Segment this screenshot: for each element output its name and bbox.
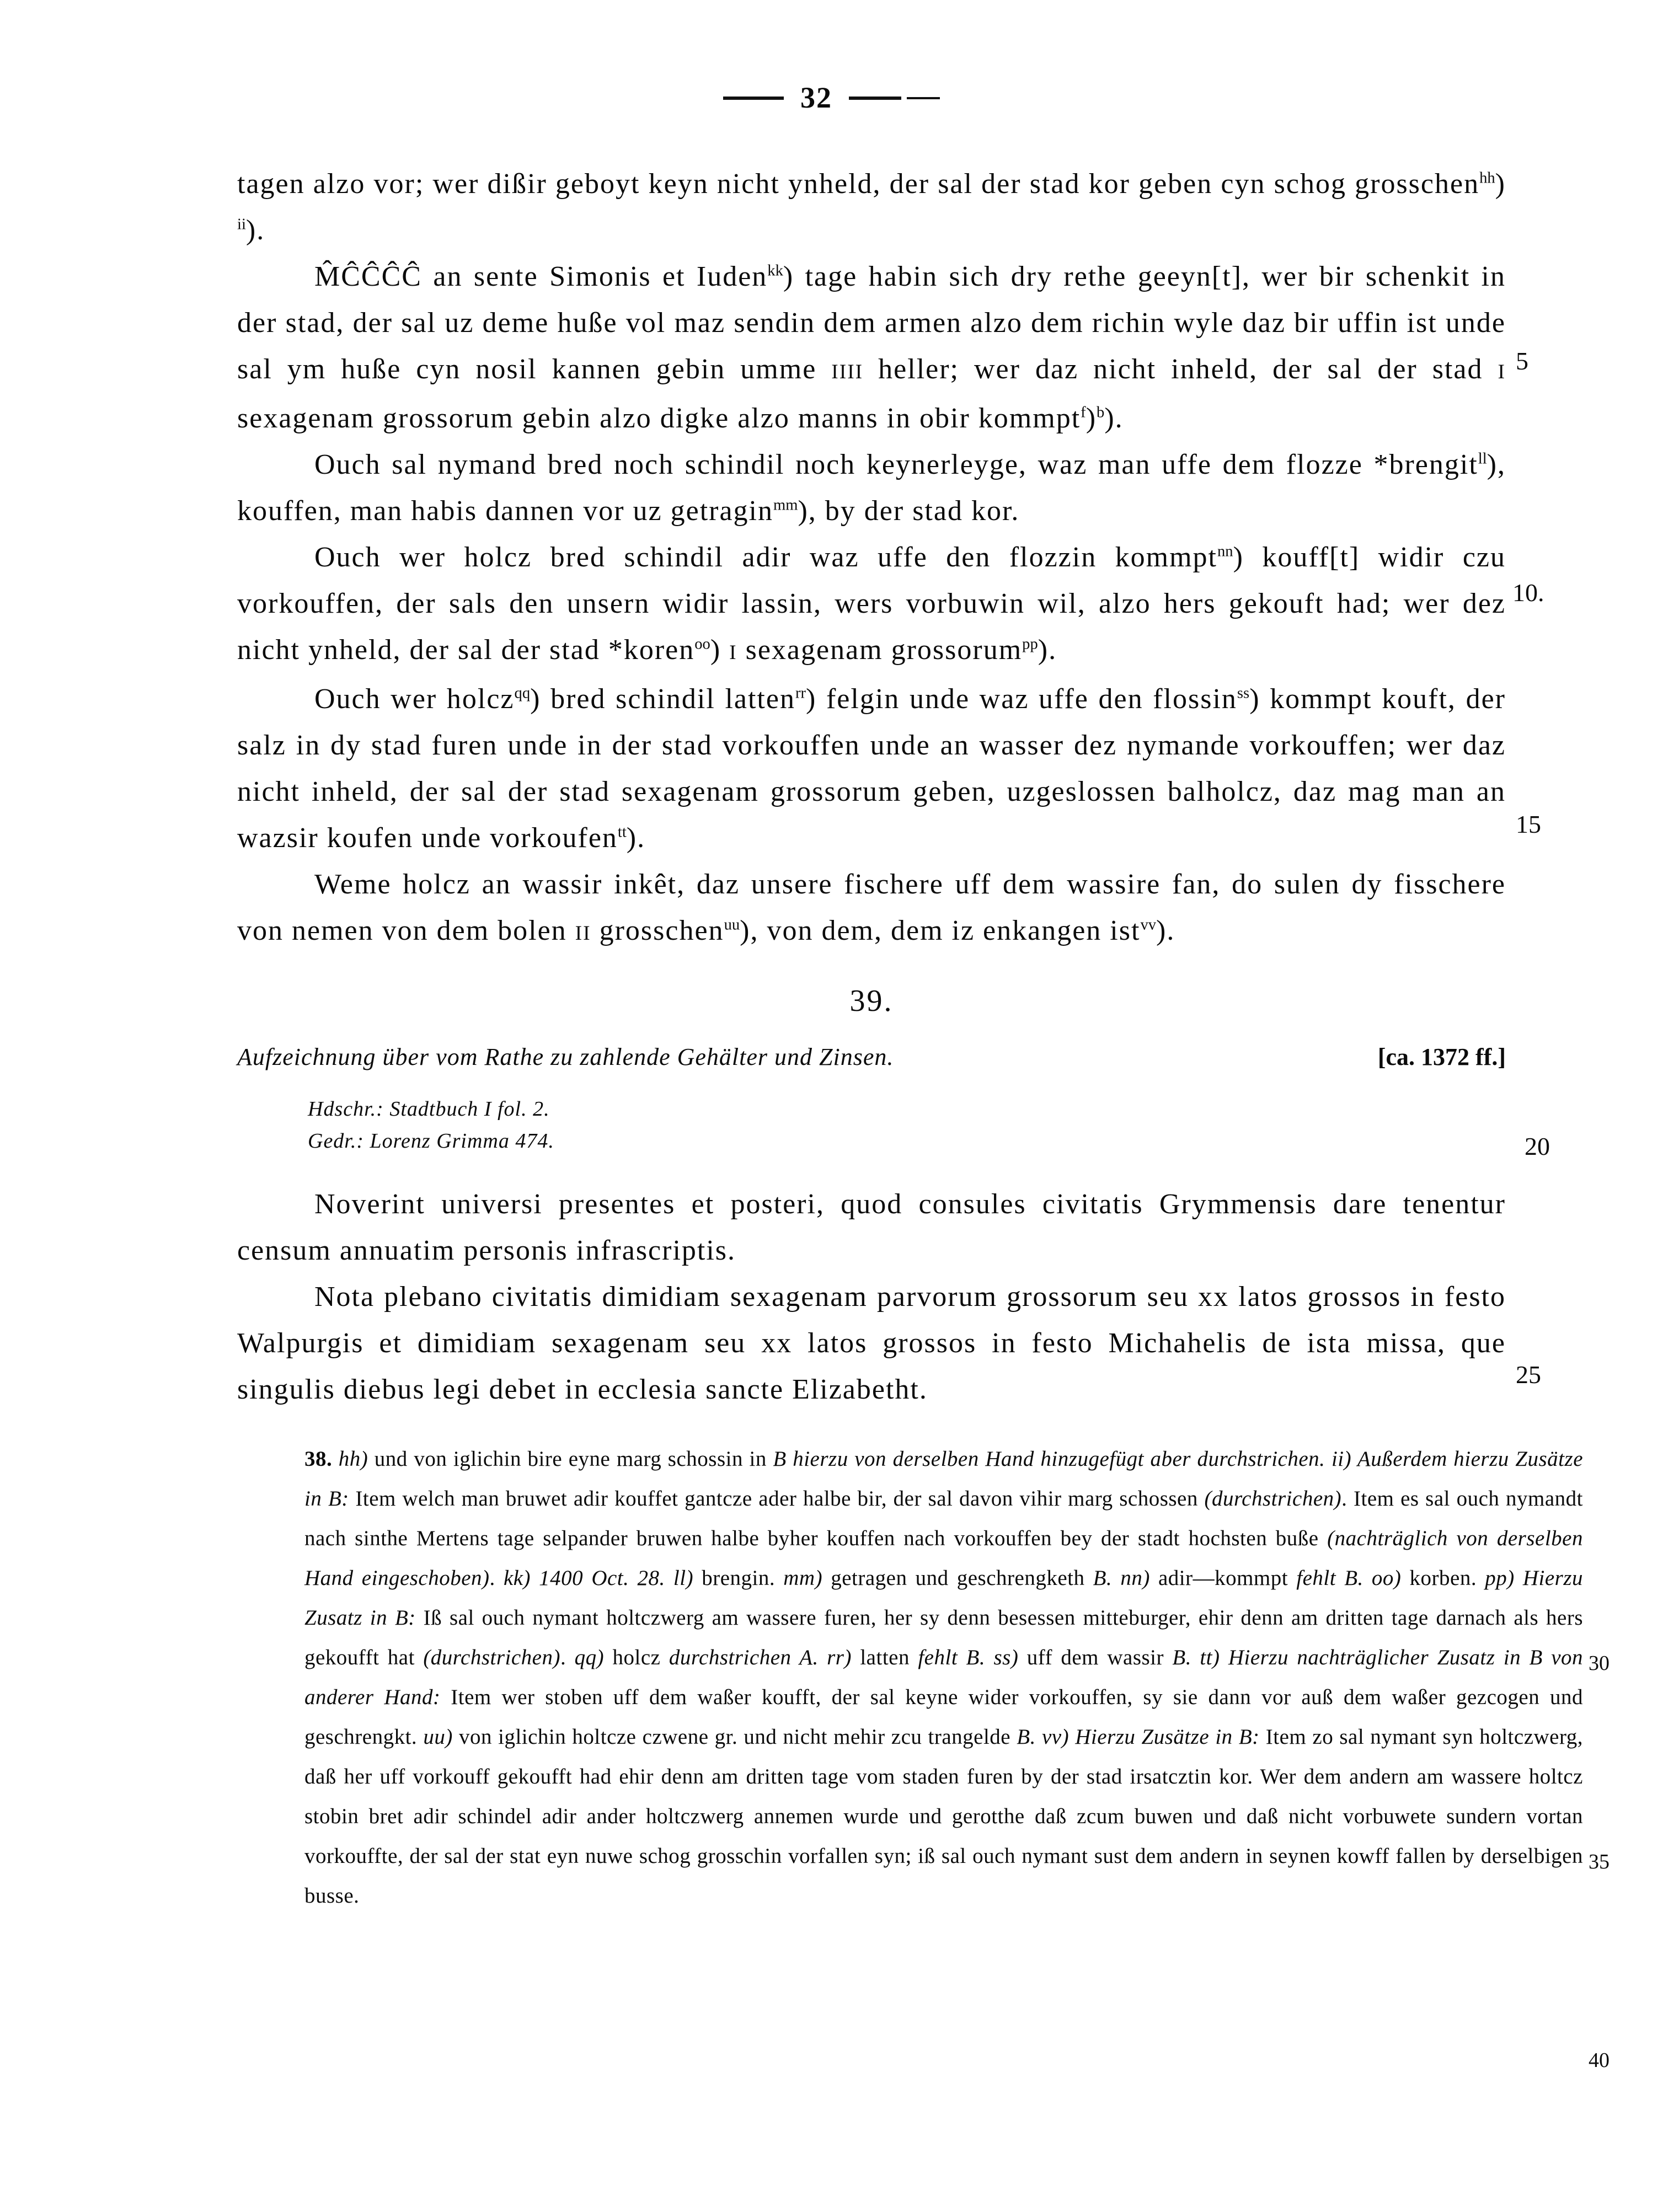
margin-line-number: 5: [1516, 347, 1528, 375]
paragraph: tagen alzo vor; wer dißir geboyt keyn nicht ynheld, der sal der stad kor geben cyn schog grosschen$^{hh}$) $^{ii}$).: [237, 168, 1506, 246]
margin-line-number: 35: [1589, 1850, 1609, 1873]
header-rule-right: [849, 97, 901, 100]
page-number: 32: [800, 81, 832, 114]
margin-line-number: 25: [1516, 1361, 1541, 1389]
document-title: Aufzeichnung über vom Rathe zu zahlende Gehälter und Zinsen.: [237, 1043, 894, 1070]
source-line-hdschr: Hdschr.: Stadtbuch I fol. 2.: [308, 1097, 550, 1121]
document-39-text: [237, 1181, 1506, 1413]
header-rule-right-2: [907, 97, 940, 99]
source-references: [308, 1093, 1506, 1157]
document-number-heading: 39.: [849, 984, 894, 1018]
document-date: [ca. 1372 ff.]: [1377, 1043, 1506, 1070]
page-header: [0, 81, 1663, 115]
paragraph: Nota plebano civitatis dimidiam sexagenam parvorum grossorum seu xx latos grossos in festo Walpurgis et dimidiam sexagenam seu xx latos grossos in festo Michahelis de ista missa, que singulis diebus legi debet in ecclesia sancte Elizabetht.: [237, 1281, 1506, 1405]
source-line-gedr: Gedr.: Lorenz Grimma 474.: [308, 1129, 554, 1153]
paragraph: Noverint universi presentes et posteri, quod consules civitatis Grymmensis dare tenentur censum annuatim personis infrascriptis.: [237, 1188, 1506, 1266]
header-rule-left: [723, 97, 784, 100]
margin-line-number: 40: [1589, 2049, 1609, 2072]
margin-line-number: 10.: [1512, 579, 1544, 607]
footnotes-block: 38. hh) und von iglichin bire eyne marg schossin in B hierzu von derselben Hand hinzugefügt aber durchstrichen. ii) Außerdem hierzu Zusätze in B: Item welch man bruwet adir kouffet gantcze ader halbe bir, der sal davon vihir marg schossen (durchstrichen). Item es sal ouch nymandt nach sinthe Mertens tage selpander bruwen halbe byher kouffen nach vorkouffen bey der stadt hochsten buße (nachträglich von derselben Hand eingeschoben). kk) 1400 Oct. 28. ll) brengin. mm) getragen und geschrengketh B. nn) adir—kommpt fehlt B. oo) korben. pp) Hierzu Zusatz in B: Iß sal ouch nymant holtczwerg am wassere furen, her sy denn besessen mitteburger, ehir denn am dritten tage darnach als hers gekoufft hat (durchstrichen). qq) holcz durchstrichen A. rr) latten fehlt B. ss) uff dem wassir B. tt) Hierzu nachträglicher Zusatz in B von anderer Hand: Item wer stoben uff dem waßer koufft, der sal keyne wider vorkouffen, sy sie dann vor auß dem waßer gezcogen und geschrengkt. uu) von iglichin holtcze czwene gr. und nicht mehir zcu trangelde B. vv) Hierzu Zusätze in B: Item zo sal nymant syn holtczwerg, daß her uff vorkouff gekoufft had ehir denn am dritten tage vom staden furen by der stad irsatcztin kor. Wer dem andern am wassere holtcz stobin bret adir schindel adir ander holtczwerg annemen wurde und gerotthe daß zcum buwen und daß nicht vorbuwete sundern vortan vorkouffte, der sal der stat eyn nuwe schog grosschin vorfallen syn; iß sal ouch nymant sust dem andern in seynen kowff fallen by derselbigen busse.: [304, 1447, 1584, 1908]
document-38-text: [237, 161, 1506, 957]
paragraph: Ouch wer holcz bred schindil adir waz uffe den flozzin kommpt$^{nn}$) kouff[t] widir czu vorkouffen, der sals den unsern widir lassin, wers vorbuwin wil, alzo hers gekouft had; wer dez nicht ynheld, der sal der stad *koren$^{oo}$) I sexagenam grossorum$^{pp}$).: [237, 542, 1506, 666]
paragraph: Ouch wer holcz$^{qq}$) bred schindil latten$^{rr}$) felgin unde waz uffe den flossin$^{ss}$) kommpt kouft, der salz in dy stad furen unde in der stad vorkouffen unde an wasser dez nymande vorkouffen; wer daz nicht inheld, der sal der stad sexagenam grossorum geben, uzgeslossen balholcz, daz mag man an wazsir koufen unde vorkoufen$^{tt}$).: [237, 683, 1506, 854]
margin-line-number: 30: [1589, 1652, 1609, 1675]
margin-line-number: 15: [1516, 810, 1541, 838]
document-title-row: [237, 1043, 1506, 1071]
paragraph: M̂ĈĈĈĈ an sente Simonis et Iuden$^{kk}$) tage habin sich dry rethe geeyn[t], wer bir schenkit in der stad, der sal uz deme huße vol maz sendin dem armen alzo dem richin wyle daz bir uffin ist unde sal ym huße cyn nosil kannen gebin umme IIII heller; wer daz nicht inheld, der sal der stad I sexagenam grossorum gebin alzo digke alzo manns in obir kommpt$^f$)$^b$).: [237, 261, 1506, 434]
margin-line-number: 20: [1525, 1132, 1550, 1160]
paragraph: Weme holcz an wassir inkêt, daz unsere fischere uff dem wassire fan, do sulen dy fisschere von nemen von dem bolen II grosschen$^{uu}$), von dem, dem iz enkangen ist$^{vv}$).: [237, 869, 1506, 946]
paragraph: Ouch sal nymand bred noch schindil noch keynerleyge, waz man uffe dem flozze *brengit$^{ll}$), kouffen, man habis dannen vor uz getragin$^{mm}$), by der stad kor.: [237, 449, 1506, 527]
